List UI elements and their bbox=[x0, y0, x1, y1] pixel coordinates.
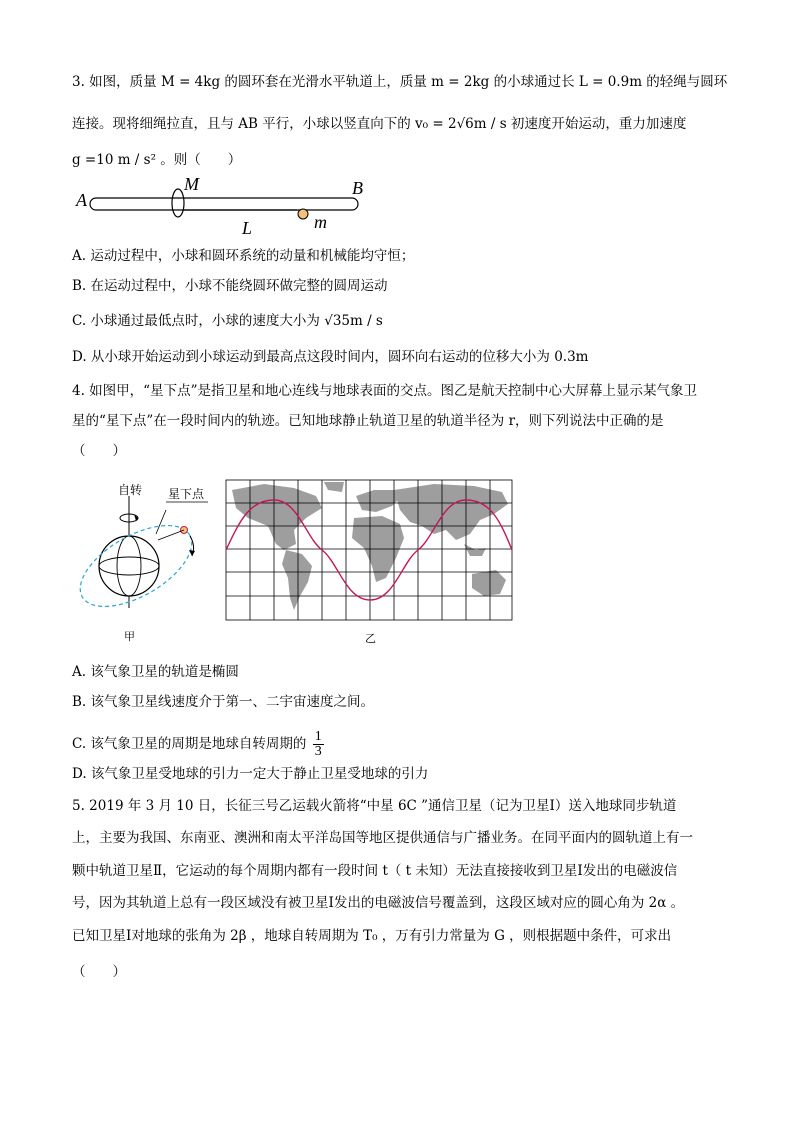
land-se-asia bbox=[464, 544, 486, 556]
label-a: A bbox=[76, 190, 87, 210]
land-greenland bbox=[324, 482, 344, 492]
q3-option-a: A. 运动过程中，小球和圆环系统的动量和机械能均守恒； bbox=[72, 248, 415, 264]
ball bbox=[298, 209, 308, 219]
horizontal-rail bbox=[90, 198, 358, 210]
q3-figure bbox=[72, 172, 372, 240]
subpoint-leader bbox=[156, 510, 166, 534]
label-b: B bbox=[352, 178, 363, 198]
land-south-america bbox=[282, 550, 312, 610]
q5-line-1: 5. 2019 年 3 月 10 日，长征三号乙运载火箭将“中星 6C ”通信卫星（记为卫星Ⅰ）送入地球同步轨道 bbox=[72, 798, 677, 814]
q3-option-d: D. 从小球开始运动到小球运动到最高点这段时间内，圆环向右运动的位移大小为 0.3m bbox=[72, 349, 589, 365]
label-m-ring: M bbox=[184, 174, 199, 194]
label-m-ball: m bbox=[314, 212, 327, 232]
figure-yi-map bbox=[224, 478, 516, 648]
q3-option-c: C. 小球通过最低点时，小球的速度大小为 √35m / s bbox=[72, 313, 383, 329]
land-asia bbox=[394, 484, 508, 540]
q3-option-b: B. 在运动过程中，小球不能绕圆环做完整的圆周运动 bbox=[72, 278, 388, 294]
q3-line-2: 连接。现将细绳拉直，且与 AB 平行，小球以竖直向下的 v₀ = 2√6m / s 初速度开始运动，重力加速度 bbox=[72, 116, 687, 132]
motion-arrow-head bbox=[189, 550, 195, 556]
fraction-one-third bbox=[313, 730, 324, 759]
track-helper bbox=[226, 550, 235, 600]
q5-line-2: 上，主要为我国、东南亚、澳洲和南太平洋岛国等地区提供通信与广播业务。在同平面内的圆轨道上有一 bbox=[72, 830, 693, 846]
q3-line-1: 3. 如图，质量 M = 4kg 的圆环套在光滑水平轨道上，质量 m = 2kg 的小球通过长 L = 0.9m 的轻绳与圆环 bbox=[72, 74, 728, 90]
q4-line-1: 4. 如图甲，“星下点”是指卫星和地心连线与地球表面的交点。图乙是航天控制中心大屏幕上显示某气象卫 bbox=[72, 383, 697, 399]
land-north-america bbox=[232, 484, 322, 550]
satellite-line bbox=[158, 530, 184, 540]
q5-line-4: 号，因为其轨道上总有一段区域没有被卫星Ⅰ发出的电磁波信号覆盖到，这段区域对应的圆心角为 2α 。 bbox=[72, 895, 685, 911]
label-l: L bbox=[242, 218, 253, 238]
q5-line-6: （ ） bbox=[72, 964, 126, 980]
fraction-numerator: 1 bbox=[314, 729, 322, 744]
q4-option-c-text: C. 该气象卫星的周期是地球自转周期的 bbox=[72, 736, 307, 752]
label-jia: 甲 bbox=[124, 630, 135, 643]
q4-line-2: 星的“星下点”在一段时间内的轨迹。已知地球静止轨道卫星的轨道半径为 r，则下列说法中正确的是 bbox=[72, 413, 664, 429]
land-australia bbox=[472, 570, 506, 596]
land-europe bbox=[356, 490, 400, 512]
label-rotation: 自转 bbox=[118, 483, 143, 497]
q5-line-3: 颗中轨道卫星Ⅱ，它运动的每个周期内都有一段时间 t（ t 未知）无法直接接收到卫星Ⅰ发出的电磁波信 bbox=[72, 863, 678, 879]
q3-line-3: g =10 m / s² 。则（ ） bbox=[72, 152, 242, 168]
q4-option-d: D. 该气象卫星受地球的引力一定大于静止卫星受地球的引力 bbox=[72, 766, 429, 782]
q4-option-b: B. 该气象卫星线速度介于第一、二宇宙速度之间。 bbox=[72, 694, 375, 710]
label-yi: 乙 bbox=[365, 632, 376, 645]
label-subpoint: 星下点 bbox=[168, 487, 205, 501]
fraction-denominator: 3 bbox=[314, 744, 322, 759]
q4-option-c bbox=[72, 730, 326, 759]
q4-line-3: （ ） bbox=[72, 443, 126, 459]
earth bbox=[99, 536, 159, 596]
figure-jia-earth bbox=[66, 478, 216, 648]
q4-option-a: A. 该气象卫星的轨道是椭圆 bbox=[72, 664, 239, 680]
q5-line-5: 已知卫星Ⅰ对地球的张角为 2β ，地球自转周期为 T₀ ，万有引力常量为 G ，则根据题中条件，可求出 bbox=[72, 928, 672, 944]
